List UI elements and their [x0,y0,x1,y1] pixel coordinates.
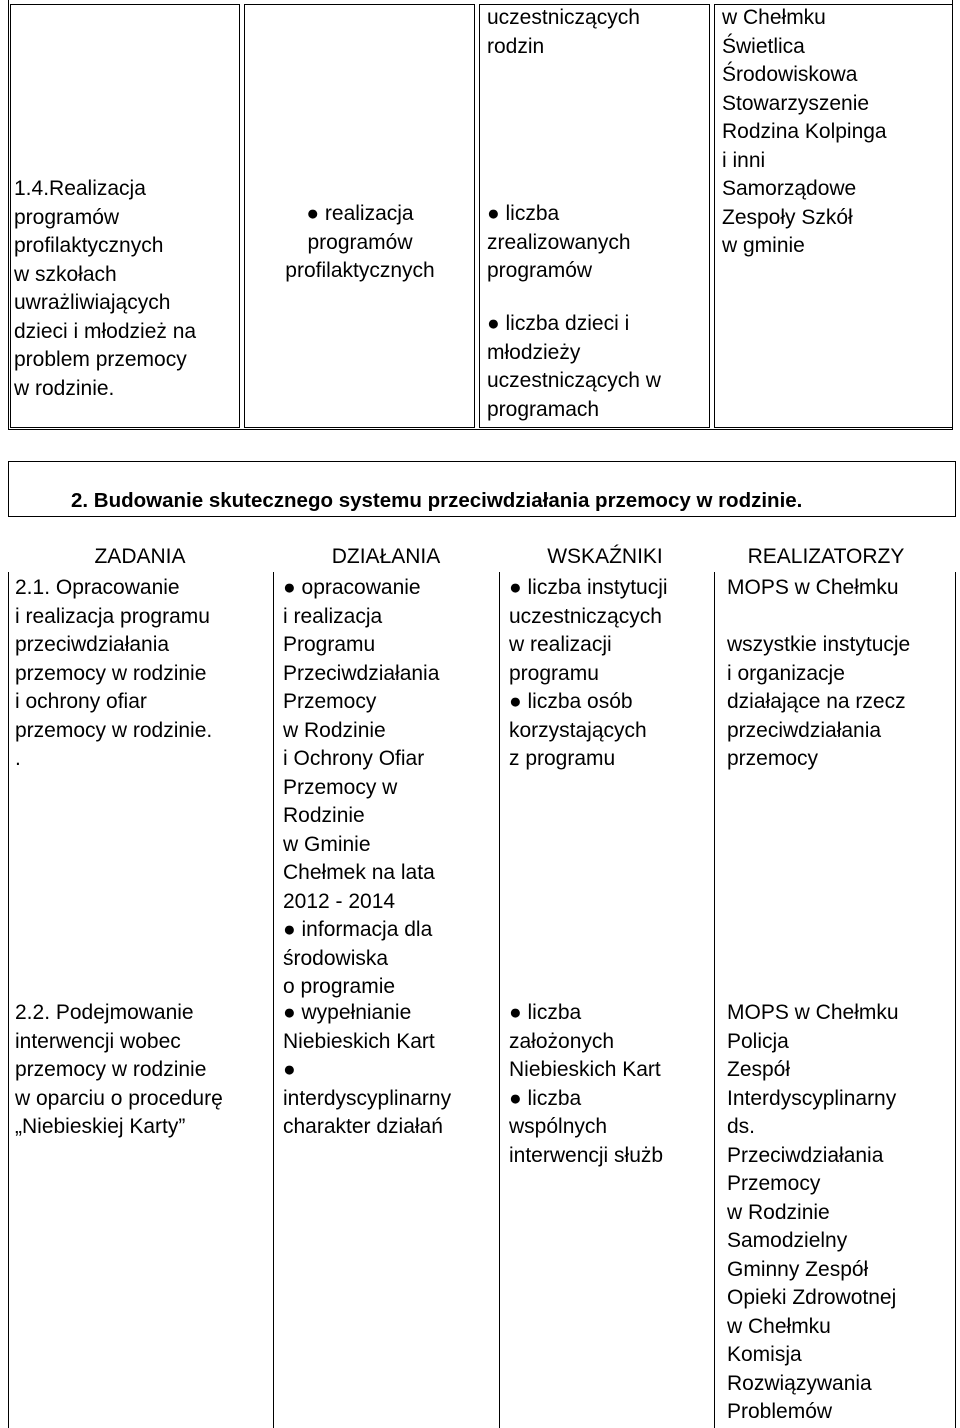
row-action: ● opracowanie i realizacja Programu Przeciwdziałania Przemocy w Rodzinie i Ochrony Ofiar Przemocy w Rodzinie w Gminie Chełmek na lata 2012 - 2014 ● informacja dla środowiska o programie [283,576,440,998]
top-action-cell: ● realizacja programów profilaktycznych [285,202,435,282]
top-task-cell: 1.4.Realizacja programów profilaktycznych w szkołach uwrażliwiających dzieci i młodzież na problem przemocy w rodzinie. [14,177,197,400]
top-indicators-continued: uczestniczących rodzin [487,6,640,58]
header-wskazniki: WSKAŹNIKI [547,545,663,568]
row-task: 2.2. Podejmowanie interwencji wobec przemocy w rodzinie w oparciu o procedurę „Niebieskiej Karty” [15,1001,223,1138]
header-dzialania: DZIAŁANIA [331,545,441,568]
row-implementer: MOPS w Chełmku wszystkie instytucje i organizacje działające na rzecz przeciwdziałania przemocy [727,576,911,770]
section-title: 2. Budowanie skutecznego systemu przeciwdziałania przemocy w rodzinie. [71,489,803,512]
row-task: 2.1. Opracowanie i realizacja programu przeciwdziałania przemocy w rodzinie i ochrony ofiar przemocy w rodzinie. . [15,576,213,770]
row-implementer: MOPS w Chełmku Policja Zespół Interdyscyplinarny ds. Przeciwdziałania Przemocy w Rodzinie Samodzielny Gminny Zespół Opieki Zdrowotnej w Chełmku Komisja Rozwiązywania Problemów [727,1001,899,1423]
top-implementers-cell: w Chełmku Świetlica Środowiskowa Stowarzyszenie Rodzina Kolpinga i inni Samorządowe Zespoły Szkół w gminie [722,6,887,257]
row-action: ● wypełnianie Niebieskich Kart ● interdyscyplinarny charakter działań [283,1001,452,1138]
top-indicator-2: ● liczba dzieci i młodzieży uczestniczących w programach [487,312,661,421]
row-indicator: ● liczba instytucji uczestniczących w realizacji programu ● liczba osób korzystających z programu [509,576,668,770]
header-zadania: ZADANIA [94,545,186,568]
row-indicator: ● liczba założonych Niebieskich Kart ● liczba wspólnych interwencji służb [509,1001,664,1167]
header-realizatorzy: REALIZATORZY [747,545,905,568]
top-indicator-1: ● liczba zrealizowanych programów [487,202,631,282]
